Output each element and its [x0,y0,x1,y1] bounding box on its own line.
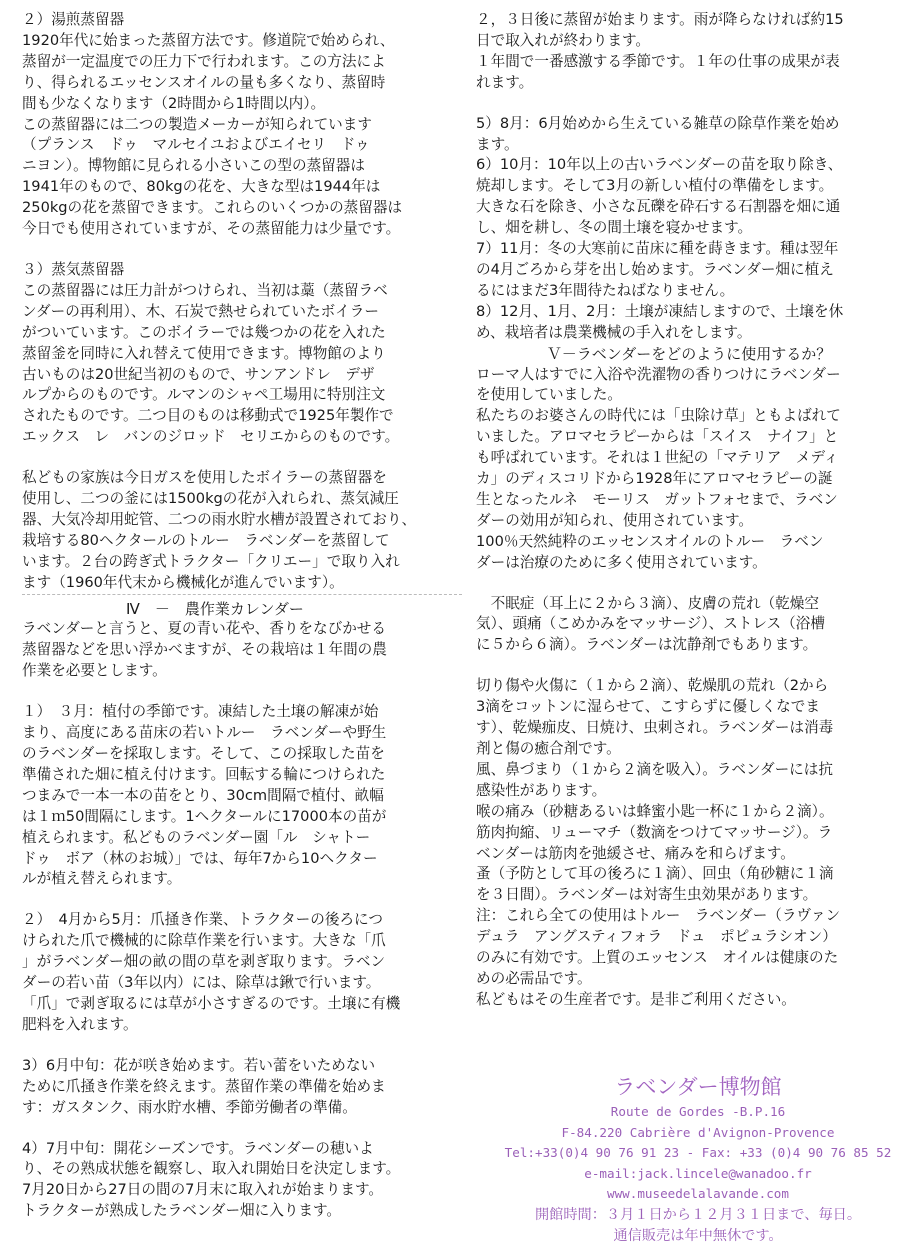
left-column [22,10,462,1222]
museum-name: ラベンダー博物館 [614,1075,782,1099]
museum-website: www.museedelalavande.com [607,1186,789,1201]
heading-farming-calendar: Ⅳ － 農作業カレンダー [22,594,462,620]
calendar-intro: ラベンダーと言うと、夏の青い花や、香りをなびかせる 蒸留器などを思い浮かべますが、その栽培は１年間の農 作業を必要とします。 [22,620,387,680]
calendar-april-may: ２） 4月から5月：爪掻き作業、トラクターの後ろにつ けられた爪で機械的に除草作業を行います。大きな「爪 」がラベンダー畑の畝の間の草を剥ぎ取ります。ラベン ダーの若い苗（3年以内）には、除草は鍬で行います。 「爪」で剥ぎ取るには草が小さすぎるのです。土壌に有機 肥料を入れます。 [22,911,401,1033]
museum-contact-block [500,1072,896,1247]
museum-mail-order: 通信販売は年中無休です。 [613,1227,783,1244]
heading-how-to-use: Ｖ－ラベンダーをどのように使用するか？ [546,344,832,363]
calendar-july: 4）7月中旬：開花シーズンです。ラベンダーの穂いよ り、その熟成状態を観察し、取入れ開始日を決定します。 7月20日から27日の間の7月末に取入れが始まります。 トラクターが熟成したラベンダー畑に入ります。 [22,1139,401,1220]
museum-opening-hours: 開館時間：３月１日から１２月３１日まで、毎日。 [534,1206,862,1223]
section-3-steam-still: ３）蒸気蒸留器 この蒸留器には圧力計がつけられ、当初は藁（蒸留ラベ ンダーの再利用）、木、石炭で熱せられていたボイラー がついています。このボイラーでは幾つかの花を入れた 蒸留釜を同時に入れ替えて使用できます。博物館のより 古いものは20世紀当初のもので、サンアンドレ デザ ルプからのものです。ルマンのシャペ工場用に特別注文 されたものです。二つ目のものは移動式で1925年製作で エックス レ バンのジロッド セリエからのものです。 [22,260,400,446]
usage-remedies: 切り傷や火傷に（１から２滴）、乾燥肌の荒れ（2から 3滴をコットンに湿らせて、こすらずに優しくなでま す）、乾燥痂皮、日焼け、虫刺され。ラベンダーは消毒 剤と傷の癒合剤です。 風、鼻づまり（１から２滴を吸入）。ラベンダーには抗 感染性があります。 喉の痛み（砂糖あるいは蜂蜜小匙一杯に１から２滴）。 筋肉拘縮、リューマチ（数滴をつけてマッサージ）。ラ ベンダーは筋肉を弛緩させ、痛みを和らげます。 蚤（予防として耳の後ろに１滴）、回虫（角砂糖に１滴 を３日間）。ラベンダーは対寄生虫効果があります。 注：これら全ての使用はトルー ラベンダー（ラヴァン デュラ アングスティフォラ ドュ ポピュラシオン） のみに有効です。上質のエッセンス オイルは健康のた めの必需品です。 私どもはその生産者です。是非ご利用ください。 [476,677,841,1008]
museum-email: e-mail:jack.lincele@wanadoo.fr [584,1165,812,1181]
museum-address-line1: Route de Gordes -B.P.16 [610,1104,786,1119]
usage-sedative: 不眠症（耳上に２から３滴）、皮膚の荒れ（乾燥空 気）、頭痛（こめかみをマッサージ）、ストレス（浴槽 に５から６滴）。ラベンダーは沈静剤でもあります。 [476,594,825,654]
calendar-june: 3）6月中旬：花が咲き始めます。若い蕾をいためない ために爪掻き作業を終えます。蒸留作業の準備を始めま す：ガスタンク、雨水貯水槽、季節労働者の準備。 [22,1056,386,1116]
calendar-march: １） ３月：植付の季節です。凍結した土壌の解凍が始 まり、高度にある苗床の若いトルー ラベンダーや野生 のラベンダーを採取します。そして、この採取した苗を 準備された畑に植え付けます。回転する輪につけられた つまみで一本一本の苗をとり、30cm間隔で植付、畝幅 は１ｍ50間隔にします。1ヘクタールに17000本の苗が 植えられます。私どものラベンダー園「ル シャトー ドゥ ボア（林のお城）」では、毎年7から10ヘクター ルが植え替えられます。 [22,703,387,888]
family-still-paragraph: 私どもの家族は今日ガスを使用したボイラーの蒸留器を 使用し、二つの釜には1500kgの花が入れられ、蒸気減圧 器、大気冷却用蛇管、二つの雨水貯水槽が設置されており、 栽培する80ヘクタールのトルー ラベンダーを蒸留して います。２台の跨ぎ式トラクター「クリエー」で取り入れ ます（1960年代末から機械化が進んでいます）。 [22,469,417,591]
section-2-steam-bath-still: ２）湯煎蒸留器 1920年代に始まった蒸留方法です。修道院で始められ、 蒸留が一定温度での圧力下で行われます。この方法によ り、得られるエッセンスオイルの量も多くなり、蒸留時 間も少なくなります（2時間から1時間以内）。 この蒸留器には二つの製造メーカーが知られています （プランス ドゥ マルセイユおよびエイセリ ドゥ ニヨン）。博物館に見られる小さいこの型の蒸留器は 1941年のもので、80kgの花を、大きな型は1944年は 250kgの花を蒸留できます。これらのいくつかの蒸留器は 今日でも使用されていますが、その蒸留能力は少量です。 [22,11,403,238]
right-column [476,10,902,1011]
museum-phone-fax: Tel:+33(0)4 90 76 91 23 - Fax: +33 (0)4 90 76 85 52 [504,1145,892,1160]
museum-address-line2: F-84.220 Cabrière d'Avignon-Provence [561,1124,835,1140]
usage-history: ローマ人はすでに入浴や洗濯物の香りつけにラベンダー を使用していました。 私たちのお婆さんの時代には「虫除け草」ともよばれて いました。アロマセラピーからは「スイス ナイフ」と も呼ばれています。それは１世紀の「マテリア メディ カ」のディスコリドから1928年にアロマセラピーの誕 生となったルネ モーリス ガットフォセまで、ラベン ダーの効用が知られ、使用されています。 100％天然純粋のエッセンスオイルのトルー ラベン ダーは治療のために多く使用されています。 [476,365,841,571]
calendar-aug-feb: 5）8月：6月始めから生えている雑草の除草作業を始め ます。 6）10月：10年以上の古いラベンダーの苗を取り除き、 焼却します。そして3月の新しい植付の準備をします。 大きな石を除き、小さな瓦礫を砕石する石割器を畑に通 し、畑を耕し、冬の間土壌を寝かせます。 7）11月：冬の大寒前に苗床に種を蒔きます。種は翌年 の4月ごろから芽を出し始めます。ラベンダー畑に植え るにはまだ3年間待たねばなりません。 8）12月、1月、2月：土壌が凍結しますので、土壌を休 め、栽培者は農業機械の手入れをします。 [476,114,844,341]
harvest-continuation: ２，３日後に蒸留が始まります。雨が降らなければ約15 日で取入れが終わります。 １年間で一番感激する季節です。１年の仕事の成果が表 れます。 [476,11,844,91]
